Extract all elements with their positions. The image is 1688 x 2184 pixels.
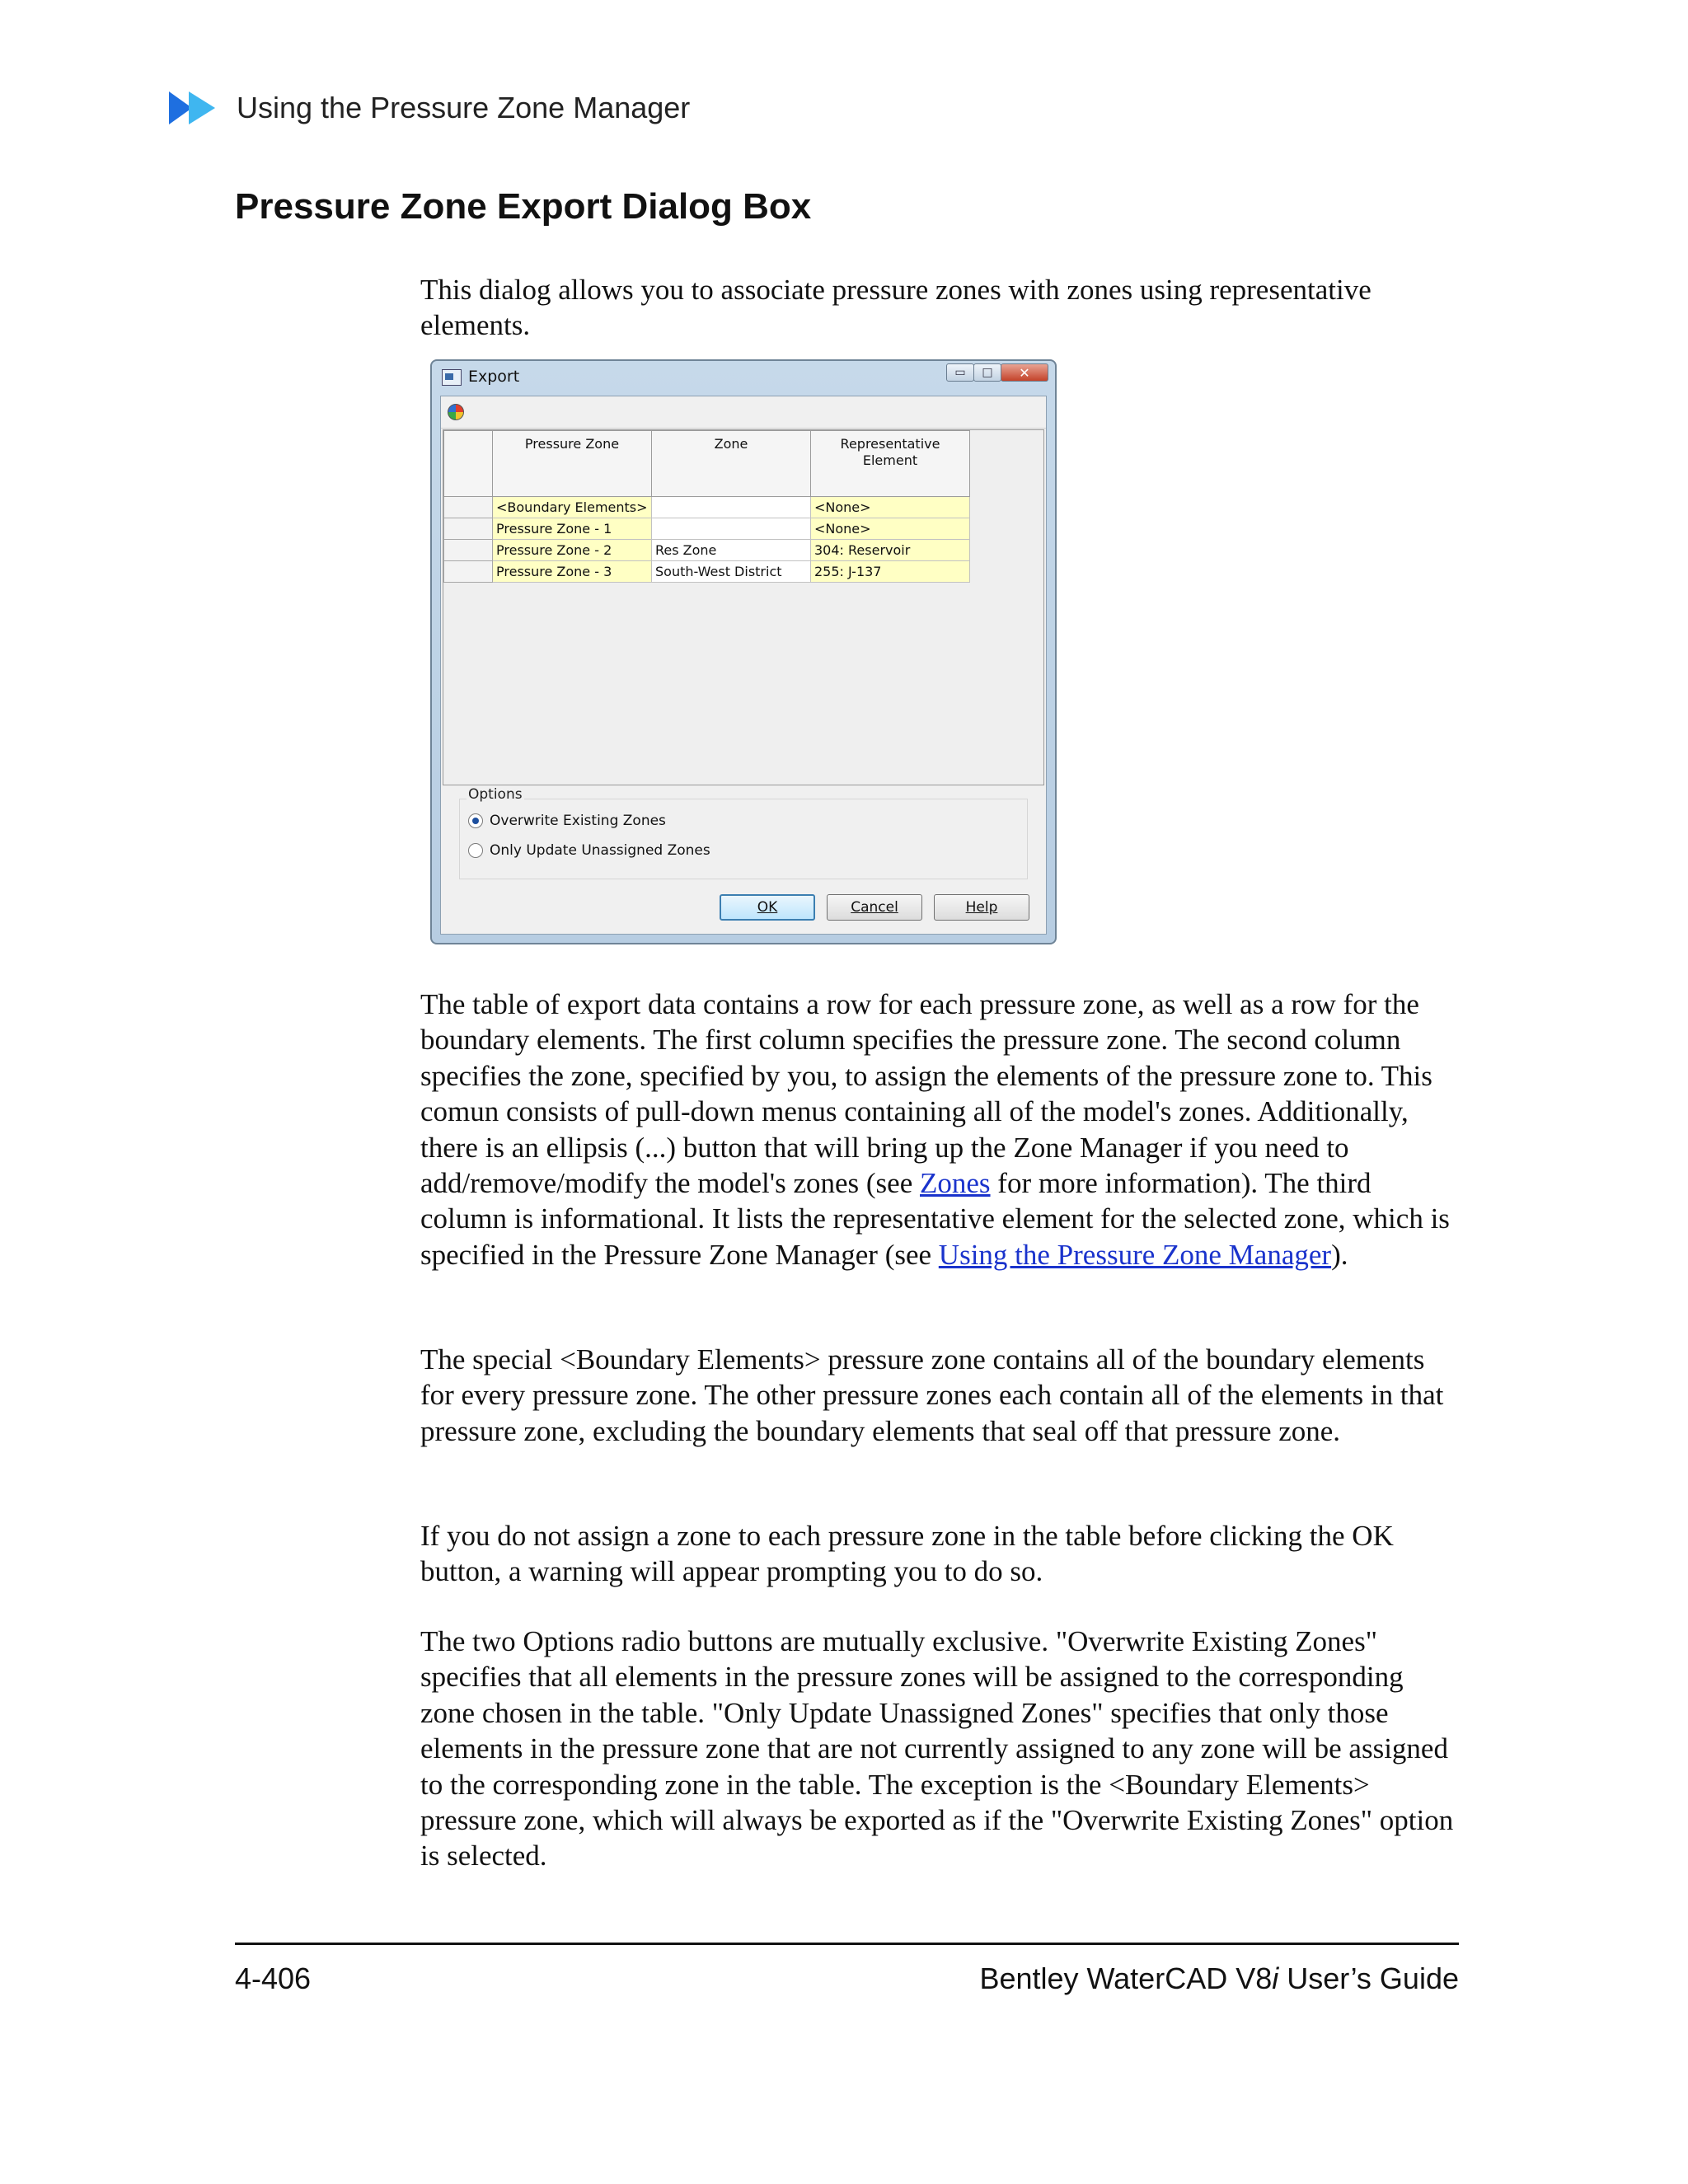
ok-button[interactable]: OK: [720, 894, 815, 921]
export-grid-area[interactable]: [443, 429, 1044, 785]
pressure-zone-cell: Pressure Zone - 1: [493, 518, 652, 540]
table-row: [444, 518, 970, 540]
only-update-unassigned-zones-label: Only Update Unassigned Zones: [490, 842, 710, 859]
only-update-unassigned-zones-radio[interactable]: [468, 842, 710, 859]
para1-text-1: The table of export data contains a row for each pressure zone, as well as a row for the boundary elements. The first column specifies the pressure zone. The second column specifies the zone, specified by you, to assign the elements of the pressure zone to. This comun consists of pull-down menus containing all of the model's zones. Additionally, there is an ellipsis (...) button that will bring up the Zone Manager if you need to add/remove/modify the model's zones (see: [420, 988, 1432, 1200]
dialog-client-area: [440, 396, 1047, 935]
page-header: [169, 87, 690, 129]
minimize-icon: ▭: [954, 366, 966, 379]
minimize-button[interactable]: [946, 363, 974, 382]
pressure-zone-cell: Pressure Zone - 3: [493, 561, 652, 583]
para1-text-2: for more information). The third column is informational. It lists the representative element for the selected zone, which is specified in the Pressure Zone Manager (see: [420, 1167, 1450, 1271]
dialog-toolbar: [441, 396, 1046, 429]
para1-text-3: ).: [1331, 1238, 1348, 1271]
guide-title-italic: i: [1272, 1961, 1279, 1995]
radio-unselected-icon[interactable]: [468, 843, 483, 858]
dialog-title: Export: [468, 368, 520, 386]
help-button[interactable]: Help: [934, 894, 1029, 921]
overwrite-existing-zones-radio[interactable]: [468, 813, 666, 829]
column-header-representative-element[interactable]: Representative Element: [811, 431, 970, 497]
export-app-icon: [442, 369, 462, 386]
zone-select-cell[interactable]: [652, 518, 811, 540]
export-dialog: [430, 359, 1057, 944]
guide-title-main: Bentley WaterCAD V8: [979, 1961, 1273, 1995]
maximize-button[interactable]: [973, 363, 1001, 382]
row-header[interactable]: [444, 518, 493, 540]
export-table: [443, 430, 970, 583]
representative-element-cell: <None>: [811, 518, 970, 540]
pressure-zone-cell: Pressure Zone - 2: [493, 540, 652, 561]
row-header[interactable]: [444, 561, 493, 583]
window-controls: [947, 363, 1048, 382]
section-title: Pressure Zone Export Dialog Box: [235, 186, 812, 227]
cancel-button[interactable]: Cancel: [827, 894, 922, 921]
row-header[interactable]: [444, 540, 493, 561]
close-icon: ✕: [1019, 364, 1030, 381]
maximize-icon: □: [982, 366, 993, 379]
warning-paragraph: If you do not assign a zone to each pressure zone in the table before clicking the OK button, a warning will appear prompting you to do so.: [420, 1520, 1394, 1588]
options-paragraph: The two Options radio buttons are mutually exclusive. "Overwrite Existing Zones" specifies that all elements in the pressure zones will be assigned to the corresponding zone chosen in the table. "Only Update Unassigned Zones" specifies that only those elements in the pressure zone that are not currently assigned to any zone will be assigned to the corresponding zone in the table. The exception is the <Boundary Elements> pressure zone, which will always be exported as if the "Overwrite Existing Zones" option is selected.: [420, 1625, 1454, 1872]
column-header-pressure-zone[interactable]: Pressure Zone: [493, 431, 652, 497]
footer-divider: [235, 1943, 1459, 1945]
zone-select-cell[interactable]: Res Zone: [652, 540, 811, 561]
intro-paragraph: This dialog allows you to associate pressure zones with zones using representative elements.: [420, 274, 1372, 342]
row-header[interactable]: [444, 497, 493, 518]
column-header-zone[interactable]: Zone: [652, 431, 811, 497]
radio-selected-icon[interactable]: [468, 813, 483, 828]
close-button[interactable]: [1001, 363, 1048, 382]
representative-element-cell: 304: Reservoir: [811, 540, 970, 561]
guide-title-end: User’s Guide: [1278, 1961, 1459, 1995]
representative-element-cell: 255: J-137: [811, 561, 970, 583]
options-group: [459, 786, 1028, 879]
page-number: 4-406: [235, 1961, 312, 1995]
dialog-titlebar[interactable]: [432, 361, 1055, 394]
table-row: [444, 561, 970, 583]
pressure-zone-manager-link[interactable]: Using the Pressure Zone Manager: [938, 1238, 1332, 1271]
header-title: Using the Pressure Zone Manager: [237, 91, 691, 124]
overwrite-existing-zones-label: Overwrite Existing Zones: [490, 813, 666, 829]
zone-select-cell[interactable]: [652, 497, 811, 518]
double-arrow-icon: [169, 90, 220, 126]
color-wheel-icon[interactable]: [448, 404, 464, 420]
row-header-corner: [444, 431, 493, 497]
representative-element-cell: <None>: [811, 497, 970, 518]
options-label: Options: [468, 786, 523, 803]
guide-title: [979, 1961, 1459, 1996]
table-row: [444, 497, 970, 518]
boundary-elements-paragraph: The special <Boundary Elements> pressure zone contains all of the boundary elements for every pressure zone. The other pressure zones each contain all of the elements in that pressure zone, excluding the boundary elements that seal off that pressure zone.: [420, 1343, 1444, 1447]
zone-select-cell[interactable]: South-West District: [652, 561, 811, 583]
export-table-paragraph: [420, 987, 1459, 1272]
table-row: [444, 540, 970, 561]
zones-link[interactable]: Zones: [920, 1167, 991, 1200]
pressure-zone-cell: <Boundary Elements>: [493, 497, 652, 518]
